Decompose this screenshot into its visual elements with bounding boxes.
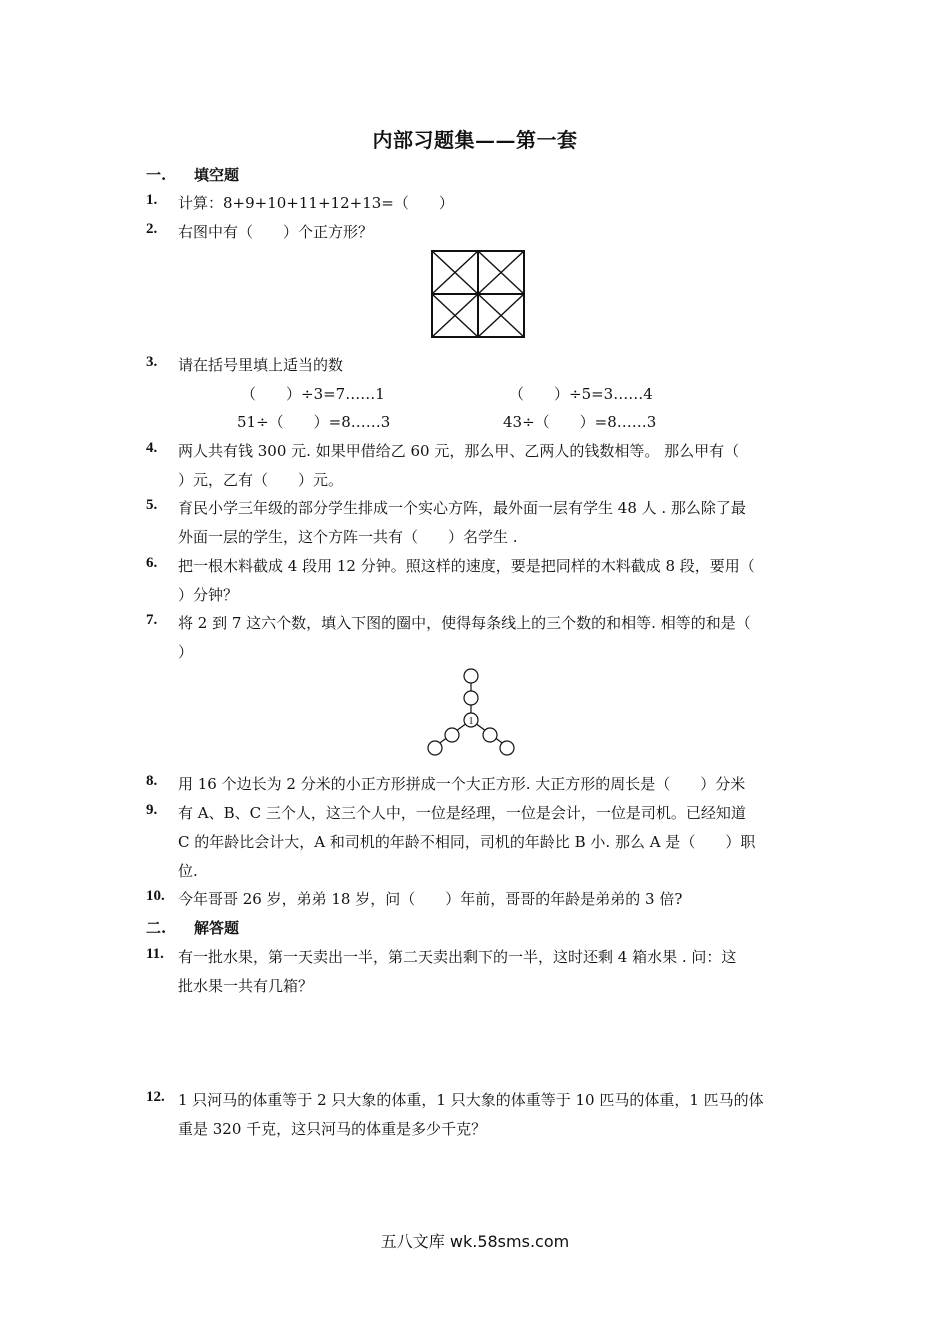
- question-number: 10.: [146, 888, 165, 904]
- section-title: 填空题: [194, 166, 240, 184]
- question-text: 把一根木料截成 4 段用 12 分钟。照这样的速度，要是把同样的木料截成 8 段，要用（: [178, 557, 755, 575]
- question-number: 4.: [146, 440, 158, 456]
- section-title: 解答题: [194, 919, 240, 937]
- question-text: 将 2 到 7 这六个数，填入下图的圈中，使得每条线上的三个数的和相等. 相等的和是（: [178, 614, 751, 632]
- division-blank-1: （ ）÷3=7……1: [241, 385, 385, 403]
- section-number: 一.: [146, 166, 167, 184]
- question-text: 位.: [178, 862, 198, 880]
- question-text: 用 16 个边长为 2 分米的小正方形拼成一个大正方形. 大正方形的周长是（ ）分米: [178, 775, 746, 793]
- page-title: 内部习题集——第一套: [372, 128, 578, 152]
- section-number: 二.: [146, 919, 167, 937]
- question-number: 6.: [146, 555, 158, 571]
- question-text: 重是 320 千克，这只河马的体重是多少千克？: [178, 1120, 487, 1138]
- question-text: C 的年龄比会计大，A 和司机的年龄不相同，司机的年龄比 B 小. 那么 A 是（ ）职: [178, 833, 756, 851]
- square-grid-figure: [430, 249, 526, 339]
- question-text: 计算：8+9+10+11+12+13=（ ）: [178, 194, 454, 212]
- question-number: 1.: [146, 192, 158, 208]
- question-text: 右图中有（ ）个正方形？: [178, 223, 374, 241]
- footer-source: 五八文库 wk.58sms.com: [380, 1232, 570, 1251]
- question-text: 1 只河马的体重等于 2 只大象的体重，1 只大象的体重等于 10 匹马的体重，1 匹马的体: [178, 1091, 764, 1109]
- question-number: 5.: [146, 497, 158, 513]
- question-number: 11.: [146, 946, 164, 962]
- question-text: 今年哥哥 26 岁，弟弟 18 岁，问（ ）年前，哥哥的年龄是弟弟的 3 倍?: [178, 890, 683, 908]
- question-number: 12.: [146, 1089, 165, 1105]
- question-text: 批水果一共有几箱？: [178, 977, 314, 995]
- question-text: ）分钟？: [178, 586, 239, 604]
- division-blank-4: 43÷（ ）=8……3: [503, 413, 657, 431]
- section-heading-fill-blank: [146, 164, 239, 185]
- question-number: 8.: [146, 773, 158, 789]
- question-text: 育民小学三年级的部分学生排成一个实心方阵，最外面一层有学生 48 人 . 那么除了最: [178, 499, 746, 517]
- question-text: 外面一层的学生，这个方阵一共有（ ）名学生 .: [178, 528, 518, 546]
- question-text: 有一批水果，第一天卖出一半，第二天卖出剩下的一半，这时还剩 4 箱水果 . 问：这: [178, 948, 737, 966]
- question-number: 3.: [146, 354, 158, 370]
- section-heading-answer: [146, 917, 239, 938]
- division-blank-3: 51÷（ ）=8……3: [237, 413, 391, 431]
- division-blank-2: （ ）÷5=3……4: [509, 385, 653, 403]
- question-number: 2.: [146, 221, 158, 237]
- question-text: ）元，乙有（ ）元。: [178, 471, 344, 489]
- circle-star-figure: [425, 668, 517, 760]
- question-number: 9.: [146, 802, 158, 818]
- question-number: 7.: [146, 612, 158, 628]
- question-text: ）: [178, 643, 194, 661]
- question-text: 有 A、B、C 三个人，这三个人中，一位是经理，一位是会计，一位是司机。已经知道: [178, 804, 746, 822]
- center-number: 1: [468, 716, 474, 727]
- question-text: 两人共有钱 300 元. 如果甲借给乙 60 元，那么甲、乙两人的钱数相等。 那么甲有（: [178, 442, 740, 460]
- question-text: 请在括号里填上适当的数: [178, 356, 344, 374]
